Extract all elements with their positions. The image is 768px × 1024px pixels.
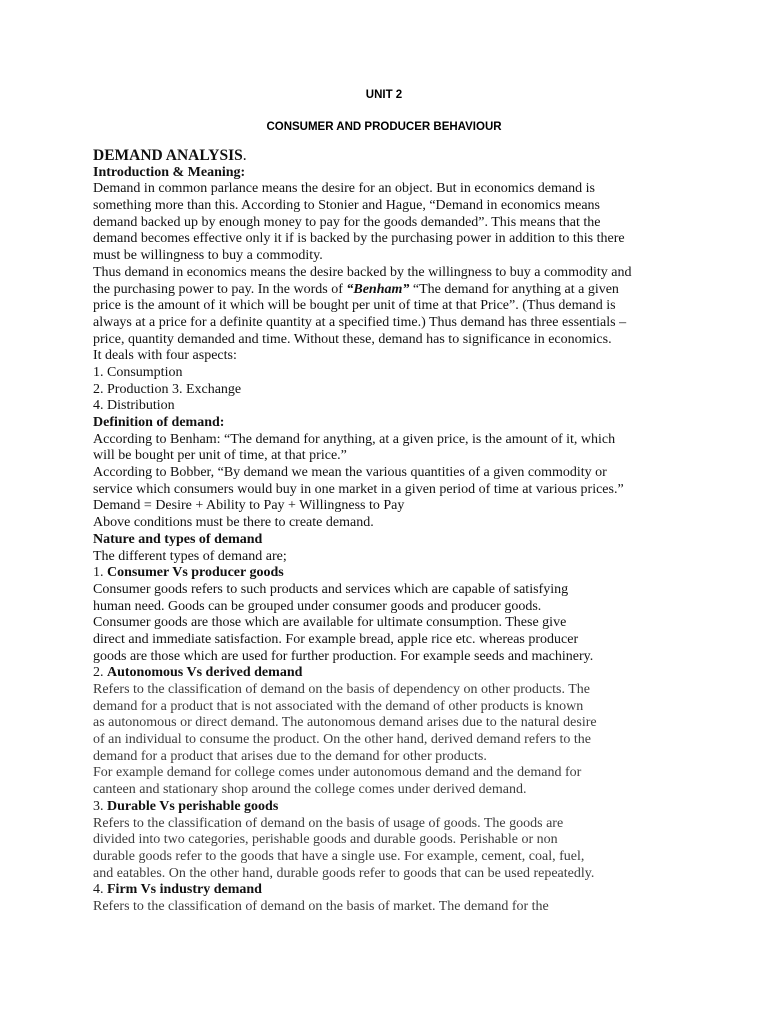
paragraph-line: will be bought per unit of time, at that price.”	[93, 448, 347, 464]
paragraph-line: According to Bobber, “By demand we mean the various quantities of a given commodity or	[93, 465, 607, 481]
type-heading-4: 4. Firm Vs industry demand	[93, 882, 262, 898]
paragraph-line: human need. Goods can be grouped under consumer goods and producer goods.	[93, 598, 542, 614]
paragraph-line: Refers to the classification of demand on the basis of market. The demand for the	[93, 898, 549, 914]
demand-formula: Demand = Desire + Ability to Pay + Willingness to Pay	[93, 498, 405, 514]
paragraph-line: price, quantity demanded and time. Without these, demand has to significance in economics.	[93, 331, 612, 347]
paragraph-line: According to Benham: “The demand for anything, at a given price, is the amount of it, which	[93, 431, 616, 447]
type-heading-2: 2. Autonomous Vs derived demand	[93, 665, 303, 681]
paragraph-line: demand backed up by enough money to pay for the goods demanded”. This means that the	[93, 214, 601, 230]
paragraph-line: something more than this. According to Stonier and Hague, “Demand in economics means	[93, 198, 600, 214]
type-heading-1: 1. Consumer Vs producer goods	[93, 565, 284, 581]
paragraph-line: Refers to the classification of demand on the basis of dependency on other products. The	[93, 682, 590, 697]
list-item: 2. Production 3. Exchange	[93, 381, 242, 397]
paragraph-line: Above conditions must be there to create demand.	[93, 515, 374, 531]
paragraph-line: as autonomous or direct demand. The autonomous demand arises due to the natural desire	[93, 715, 597, 731]
list-item: 1. Consumption	[93, 364, 183, 380]
paragraph-line: demand for a product that is not associated with the demand of other products is known	[93, 698, 584, 714]
paragraph-line: demand for a product that arises due to the demand for other products.	[93, 748, 487, 764]
paragraph-line: service which consumers would buy in one market in a given period of time at various prices.”	[93, 481, 624, 497]
section-heading-demand-analysis: DEMAND ANALYSIS.	[93, 147, 247, 164]
paragraph-line: goods are those which are used for further production. For example seeds and machinery.	[93, 648, 594, 664]
paragraph-line: durable goods refer to the goods that have a single use. For example, cement, coal, fuel,	[93, 848, 585, 864]
paragraph-line: Thus demand in economics means the desire backed by the willingness to buy a commodity and	[93, 264, 632, 280]
paragraph-line: and eatables. On the other hand, durable goods refer to goods that can be used repeatedly.	[93, 865, 595, 881]
paragraph-line: the purchasing power to pay. In the words of “Benham” “The demand for anything at a given	[93, 281, 619, 297]
paragraph-line: It deals with four aspects:	[93, 348, 237, 364]
paragraph-line: divided into two categories, perishable goods and durable goods. Perishable or non	[93, 832, 558, 848]
document-title: CONSUMER AND PRODUCER BEHAVIOUR	[266, 121, 502, 133]
type-heading-3: 3. Durable Vs perishable goods	[93, 798, 279, 814]
paragraph-line: always at a price for a definite quantity at a specified time.) Thus demand has three essentials –	[93, 314, 627, 330]
paragraph-line: canteen and stationary shop around the college comes under derived demand.	[93, 782, 527, 798]
paragraph-line: direct and immediate satisfaction. For example bread, apple rice etc. whereas producer	[93, 631, 579, 647]
list-item: 4. Distribution	[93, 398, 175, 414]
paragraph-line: The different types of demand are;	[93, 548, 287, 564]
paragraph-line: For example demand for college comes under autonomous demand and the demand for	[93, 765, 582, 781]
paragraph-line: Consumer goods are those which are available for ultimate consumption. These give	[93, 615, 567, 631]
subheading-introduction: Introduction & Meaning:	[93, 164, 246, 180]
document-body	[93, 148, 703, 916]
paragraph-line: of an individual to consume the product. On the other hand, derived demand refers to the	[93, 732, 592, 748]
paragraph-line: price is the amount of it which will be bought per unit of time at that Price”. (Thus demand is	[93, 298, 616, 314]
paragraph-line: Consumer goods refers to such products and services which are capable of satisfying	[93, 581, 569, 597]
paragraph-line: must be willingness to buy a commodity.	[93, 248, 323, 264]
subheading-definition: Definition of demand:	[93, 415, 225, 430]
paragraph-line: demand becomes effective only it if is backed by the purchasing power in addition to this there	[93, 231, 625, 247]
subheading-nature-types: Nature and types of demand	[93, 531, 263, 547]
paragraph-line: Refers to the classification of demand on the basis of usage of goods. The goods are	[93, 815, 564, 831]
paragraph-line: Demand in common parlance means the desire for an object. But in economics demand is	[93, 181, 595, 197]
unit-heading: UNIT 2	[365, 89, 403, 101]
benham-emphasis: “Benham”	[346, 281, 410, 297]
